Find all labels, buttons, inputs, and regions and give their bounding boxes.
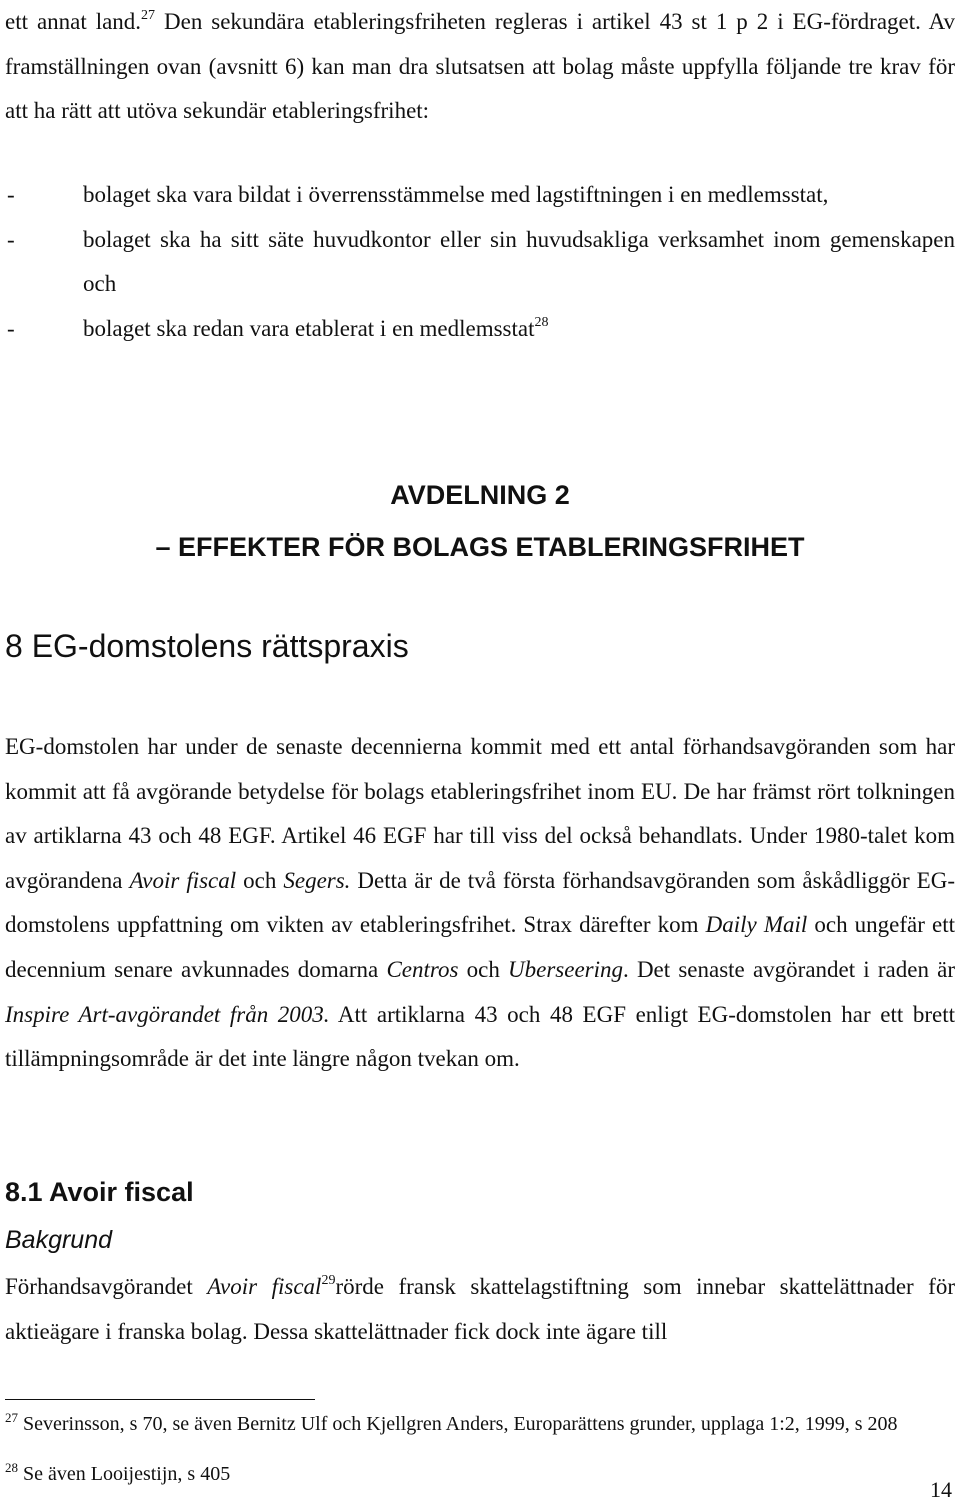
subsubsection-heading: Bakgrund [5,1226,113,1254]
part-subtitle: – EFFEKTER FÖR BOLAGS ETABLERINGSFRIHET [155,532,805,562]
footnote-27: $^{27}$ Severinsson, s 70, se även Bernitz Ulf och Kjellgren Anders, Europarättens grunder, upplaga 1:2, 1999, s 208 [5,1410,898,1435]
part-title: AVDELNING 2 [390,480,570,510]
case-name: Segers. [283,867,351,893]
requirements-list [5,173,955,351]
case-name: Daily Mail [705,912,808,938]
list-item: - bolaget ska redan vara etablerat i en medlemsstat$^{28}$ [7,314,549,341]
case-name: Avoir fiscal [129,867,237,893]
subsection-paragraph: Förhandsavgörandet Avoir fiscal$^{29}$rörde fransk skattelagstiftning som innebar skattelättnader för aktieägare i franska bolag. Dessa skattelättnader fick dock inte ägare till [5,1273,955,1344]
list-item: - bolaget ska ha sitt säte huvudkontor eller sin huvudsakliga verksamhet inom gemenskapen och [7,226,955,297]
footnote-ref-28[interactable]: 28 [534,314,549,330]
intro-paragraph: ett annat land.$^{27}$ Den sekundära etableringsfriheten regleras i artikel 43 st 1 p 2 i EG-fördraget. Av framställningen ovan (avsnitt 6) kan man dra slutsatsen att bolag måste uppfylla följande tre krav för att ha rätt att utöva sekundär etableringsfrihet: [5,8,955,124]
footnote-28: $^{28}$ Se även Looijestijn, s 405 [5,1460,231,1485]
footnote-ref-27[interactable]: 27 [141,8,156,23]
page-number: 14 [930,1477,952,1502]
subsection-heading: 8.1 Avoir fiscal [5,1177,194,1207]
case-name: Centros [386,956,459,982]
footnote-ref-29[interactable]: 29 [321,1273,336,1288]
section-paragraph: EG-domstolen har under de senaste decennierna kommit med ett antal förhandsavgöranden som har kommit att få avgörande betydelse för bolags etableringsfrihet inom EU. De har främst rört tolkningen av artiklarna 43 och 48 EGF. Artikel 46 EGF har till viss del också behandlats. Under 1980-talet kom avgörandena Avoir fiscal och Segers. Detta är de två första förhandsavgöranden som åskådliggör EG-domstolens uppfattning om vikten av etableringsfrihet. Strax därefter kom Daily Mail och ungefär ett decennium senare avkunnades domarna Centros och Uberseering. Det senaste avgörandet i raden är Inspire Art-avgörandet från 2003. Att artiklarna 43 och 48 EGF enligt EG-domstolen har ett brett tillämpningsområde är det inte längre någon tvekan om. [5,734,956,1072]
list-item: - bolaget ska vara bildat i överrensstämmelse med lagstiftningen i en medlemsstat, [7,182,829,207]
case-name: Inspire Art-avgörandet från 2003. [5,1001,330,1027]
case-name: Uberseering [508,956,624,982]
case-name: Avoir fiscal [207,1274,322,1299]
section-heading: 8 EG-domstolens rättspraxis [5,628,409,664]
footnote-separator [5,1399,315,1400]
